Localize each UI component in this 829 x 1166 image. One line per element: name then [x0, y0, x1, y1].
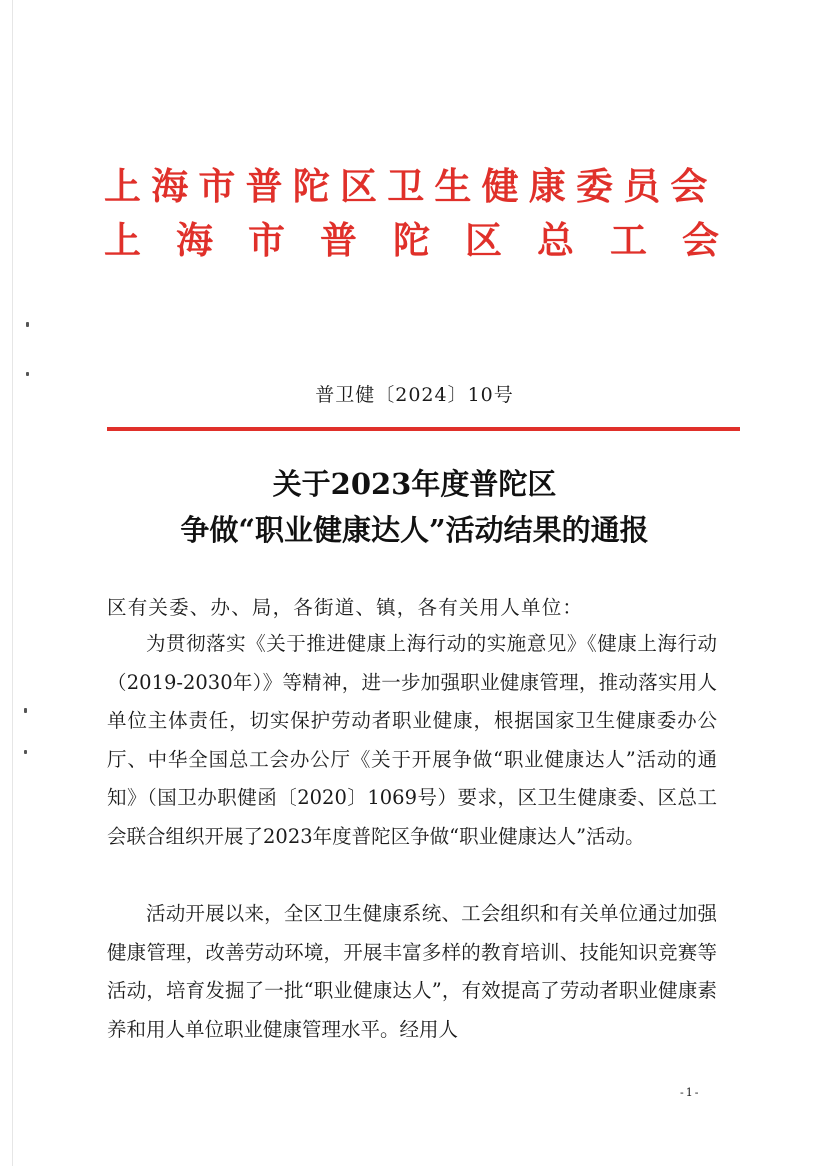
scan-edge-line [12, 0, 13, 1166]
issuer-2-char: 陀 [393, 218, 430, 262]
document-title-line-1: 关于2023年度普陀区 [272, 467, 557, 501]
scan-speck [26, 322, 29, 327]
scan-speck [26, 372, 29, 376]
document-number: 普卫健〔2024〕10号 [315, 384, 514, 406]
issuer-2-char: 会 [682, 218, 719, 262]
issuer-2-char: 总 [537, 218, 574, 262]
body-paragraph: 为贯彻落实《关于推进健康上海行动的实施意见》《健康上海行动（2019-2030年）》等精神，进一步加强职业健康管理，推动落实用人单位主体责任，切实保护劳动者职业健康，根据国家卫生健康委办公厅、中华全国总工会办公厅《关于开展争做“职业健康达人”活动的通知》（国卫办职健函〔2020〕1069号）要求，区卫生健康委、区总工会联合组织开展了2023年度普陀区争做“职业健康达人”活动。 [107, 632, 717, 848]
red-divider-line [107, 427, 740, 431]
scan-speck [24, 750, 27, 754]
document-title-line-2: 争做“职业健康达人”活动结果的通报 [180, 513, 649, 547]
issuer-2-char: 普 [320, 218, 357, 262]
scan-speck [24, 708, 27, 713]
page-number: -1- [680, 1086, 701, 1099]
issuer-2-char: 海 [176, 218, 213, 262]
issuer-2-char: 区 [465, 218, 502, 262]
salutation: 区有关委、办、局，各街道、镇，各有关用人单位： [107, 596, 584, 619]
issuer-2-char: 市 [248, 218, 285, 262]
body-paragraph: 活动开展以来，全区卫生健康系统、工会组织和有关单位通过加强健康管理，改善劳动环境，开展丰富多样的教育培训、技能知识竞赛等活动，培育发掘了一批“职业健康达人”，有效提高了劳动者职业健康素养和用人单位职业健康管理水平。经用人 [107, 902, 717, 1041]
issuer-2-char: 工 [610, 218, 647, 262]
issuer-health-commission: 上海市普陀区卫生健康委员会 [104, 164, 718, 208]
issuer-2-char: 上 [104, 218, 141, 262]
